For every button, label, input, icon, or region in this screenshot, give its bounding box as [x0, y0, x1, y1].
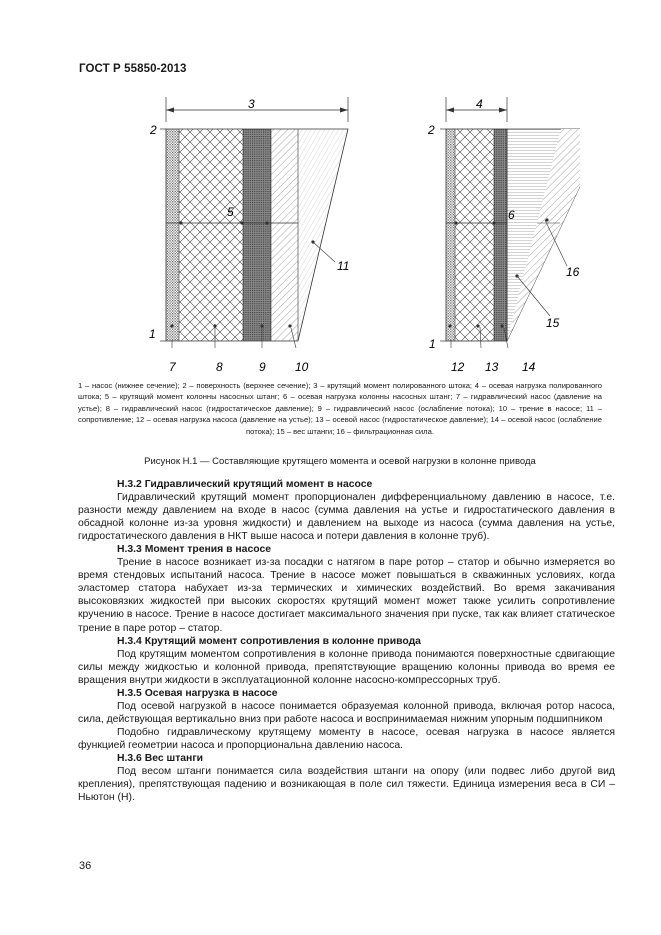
section-paragraph: Подобно гидравлическому крутящему моменту в насосе, осевая нагрузка в насосе является функцией геометрии насоса и пропорциональна давлению насоса.	[78, 726, 615, 751]
section-heading: Н.3.6 Вес штанги	[117, 752, 204, 764]
torque-diagram	[149, 97, 349, 374]
label-3: 3	[248, 97, 255, 111]
section-heading: Н.3.2 Гидравлический крутящий момент в насосе	[117, 479, 373, 490]
label-15: 15	[546, 316, 560, 330]
label-2-right: 2	[428, 123, 435, 137]
label-1-left: 1	[149, 327, 156, 341]
label-9: 9	[259, 360, 266, 374]
label-16: 16	[566, 265, 580, 279]
torque-load-diagram-svg	[120, 92, 580, 380]
label-6: 6	[508, 208, 515, 222]
axial-load-diagram	[427, 97, 580, 374]
page-number: 36	[79, 860, 92, 872]
label-1-right: 1	[429, 337, 436, 351]
figure-caption: Рисунок Н.1 — Составляющие крутящего момента и осевой нагрузки в колонне привода	[144, 456, 536, 467]
label-14: 14	[522, 360, 536, 374]
figure-legend: 1 – насос (нижнее сечение); 2 – поверхность (верхнее сечение); 3 – крутящий момент полированного штока; 4 – осевая нагрузка полированного штока; 5 – крутящий момент колонны насосных штанг; 6 – осевая нагрузка колонны насосных штанг; 7 – гидравлический насос (давление на устье); 8 – гидравлический насос (гидростатическое давление); 9 – гидравлический насос (ослабление потока); 10 – трение в насосе; 11 – сопротивление; 12 – осевая нагрузка насоса (давление на устье); 13 – осевой насос (гидростатическое давление); 14 – осевой насос (ослабление потока); 15 – вес штанги; 16 – фильтрационная сила.	[78, 381, 602, 436]
section-heading: Н.3.5 Осевая нагрузка в насосе	[117, 687, 278, 699]
section-paragraph: Трение в насосе возникает из-за посадки с натягом в паре ротор – статор и обычно измеряется во время стендовых испытаний насоса. Трение в насосе может повышаться в скважинных условиях, когда эластомер статора набухает из-за термических и химических воздействий. Во время закачивания высоковязких жидкостей при высоких скоростях крутящий момент может также усилить сопротивление кручению в насосе. Трение в насосе достигает максимального значения при пуске, так как влияет статическое трение в паре ротор – статор.	[78, 557, 615, 634]
section-heading: Н.3.3 Момент трения в насосе	[117, 544, 272, 556]
label-11: 11	[337, 259, 350, 273]
label-2-left: 2	[150, 123, 157, 137]
label-13: 13	[485, 360, 499, 374]
label-10: 10	[295, 360, 309, 374]
section-paragraph: Под крутящим моментом сопротивления в колонне привода понимаются поверхностные сдвигающие силы между жидкостью и колонной привода, препятствующие вращению колонны привода во время ее вращения внутри жидкости в эксплуатационной колонне насосно-компрессорных труб.	[78, 648, 615, 686]
section-paragraph: Под весом штанги понимается сила воздействия штанги на опору (или подвес либо другой вид крепления), препятствующая падению и возникающая в поле сил тяжести. Единица измерения веса в СИ – Ньютон (Н).	[78, 766, 615, 804]
section-paragraph: Гидравлический крутящий момент пропорционален дифференциальному давлению в насосе, т.е. разности между давлением на входе в насос (сумма давления на устье и гидростатического давления в обсадной колонне из-за уровня жидкости) и давлением на выходе из насоса (сумма давления на устье, гидростатического давления в НКТ выше насоса и потери давления в колонне труб).	[78, 492, 615, 543]
label-5: 5	[227, 205, 234, 219]
main-text	[78, 478, 615, 804]
label-4: 4	[476, 97, 483, 111]
section-heading: Н.3.4 Крутящий момент сопротивления в колонне привода	[117, 635, 421, 647]
label-7: 7	[169, 360, 176, 374]
label-12: 12	[451, 360, 465, 374]
figure-h1-diagram	[120, 92, 580, 380]
label-8: 8	[216, 360, 223, 374]
document-code-header: ГОСТ Р 55850-2013	[79, 63, 187, 75]
section-paragraph: Под осевой нагрузкой в насосе понимается образуемая колонной привода, включая ротор насоса, сила, действующая вертикально вниз при работе насоса и воспринимаемая нижним упорным подшипником	[78, 700, 615, 725]
